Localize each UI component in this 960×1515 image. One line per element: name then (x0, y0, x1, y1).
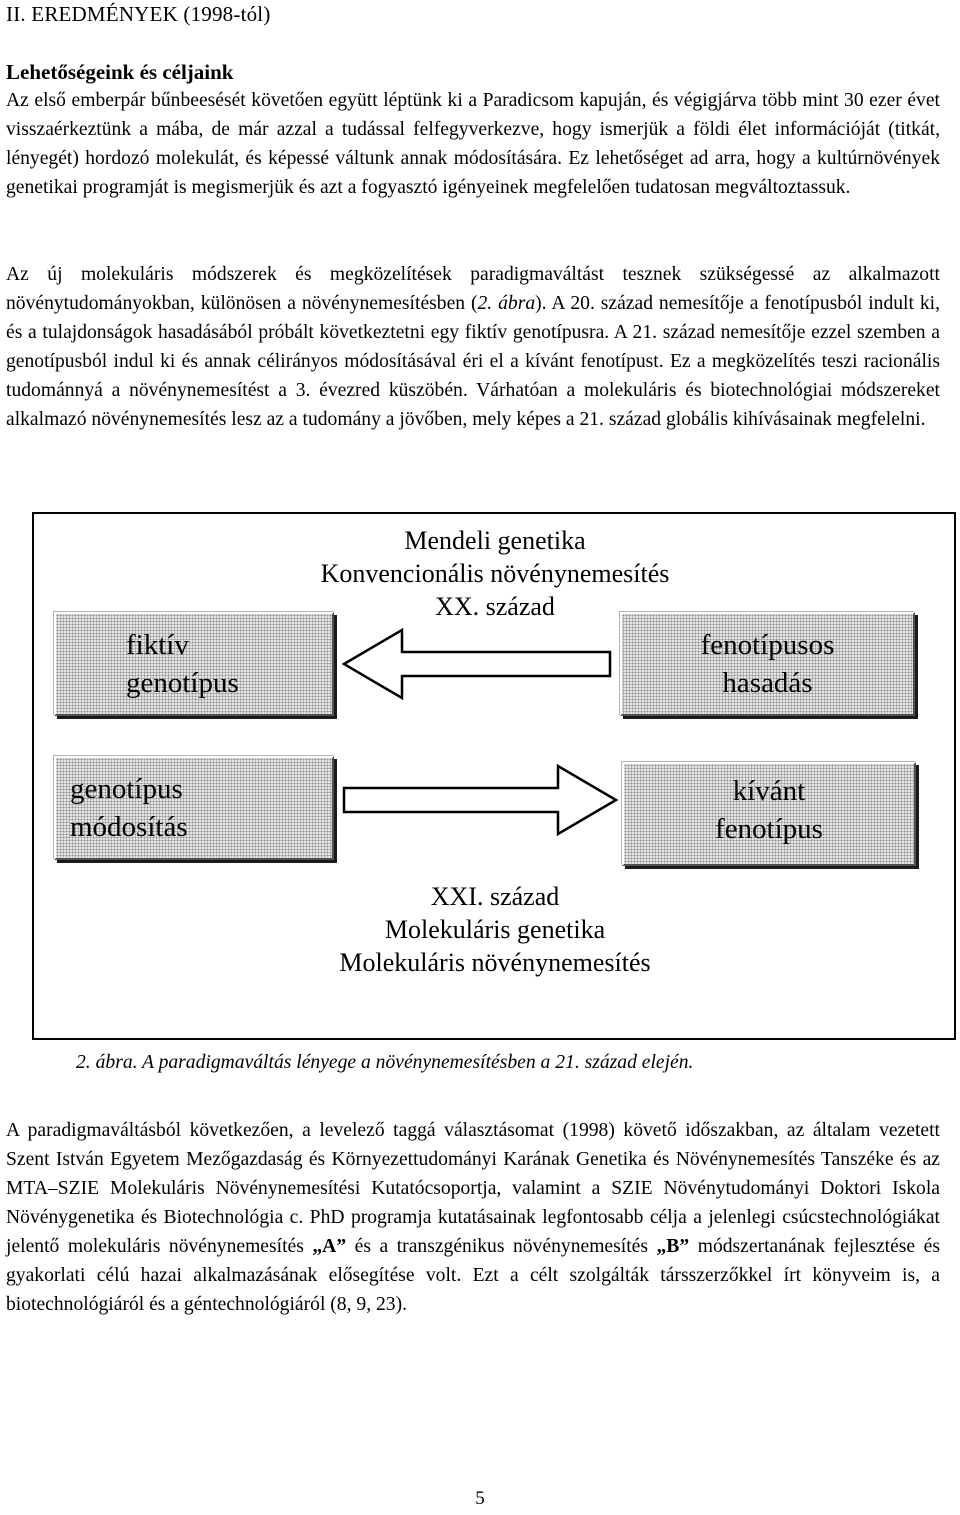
box-kivant-fenotipus (622, 762, 916, 866)
figure-bottom-block (290, 880, 700, 979)
box-fiktiv-line-1: fiktív (126, 629, 189, 661)
box-kivant-label (624, 772, 914, 848)
paragraph-paradigm (6, 260, 940, 434)
paragraph-paradigm-text-a: Az új molekuláris módszerek és megközelítések paradigmaváltást tesznek szükségessé az alkalmazott növénytudományokban, különösen a növénynemesítésben ( (6, 264, 940, 314)
arrow-left-icon (342, 628, 614, 700)
box-genotipus-line-1: genotípus (70, 773, 183, 805)
box-fenotipusos-line-1: fenotípusos (700, 629, 835, 661)
box-fiktiv-genotipus (54, 612, 334, 716)
box-kivant-line-2: fenotípus (715, 813, 823, 845)
paragraph-goals-text-b: és a transzgénikus növénynemesítés (346, 1236, 657, 1257)
box-genotipus-label (70, 770, 188, 846)
subsection-heading: Lehetőségeink és céljaink (6, 60, 234, 84)
paragraph-paradigm-text-b: ). A 20. század nemesítője a fenotípusból indult ki, és a tulajdonságok hasadásából próbált következtetni egy fiktív genotípusra. A 21. század nemesítője ezzel szemben a genotípusból indul ki és annak célirányos módosításával éri el a kívánt fenotípust. Ez a megközelítés teszi racionális tudománnyá a növénynemesítést a 3. évezred küszöbén. Várhatóan a molekuláris és biotechnológiai módszereket alkalmazó növénynemesítés lesz az a tudomány a jövőben, mely képes a 21. század globális kihívásainak megfelelni. (6, 293, 940, 430)
bold-marker-b: „B” (656, 1236, 690, 1257)
figure-caption: 2. ábra. A paradigmaváltás lényege a növénynemesítésben a 21. század elején. (76, 1052, 694, 1073)
paragraph-goals-text-c: módszertanának fejlesztése és gyakorlati célú hazai alkalmazásának elősegítése volt. Ezt a célt szolgálták társszerzőkkel írt könyveim is, a biotechnológiáról és a géntechnológiáról (8, 9, 23). (6, 1236, 940, 1315)
box-fenotipusos-hasadas (620, 612, 915, 716)
arrow-right-icon (342, 764, 620, 836)
bottom-block-line-1: XXI. század (430, 882, 560, 911)
paragraph-goals-text-a: A paradigmaváltásból következően, a levelező taggá választásomat (1998) követő időszakban, az általam vezetett Szent István Egyetem Mezőgazdaság és Környezettudományi Karának Genetika és Növénynemesítés Tanszéke és az MTA–SZIE Molekuláris Növénynemesítési Kutatócsoportja, valamint a SZIE Növénytudományi Doktori Iskola Növénygenetika és Biotechnológia c. PhD programja kutatásainak legfontosabb célja a jelenlegi csúcstechnológiákat jelentő molekuláris növénynemesítés (6, 1120, 940, 1257)
box-genotipus-line-2: módosítás (70, 811, 188, 843)
box-genotipus-modositas (54, 756, 334, 860)
section-heading: II. EREDMÉNYEK (1998-tól) (6, 2, 271, 26)
page-number: 5 (475, 1488, 485, 1509)
top-block-line-1: Mendeli genetika (404, 526, 586, 555)
bottom-block-line-3: Molekuláris növénynemesítés (339, 948, 651, 977)
figure-reference: 2. ábra (477, 293, 536, 314)
box-fiktiv-line-2: genotípus (126, 667, 239, 699)
bottom-block-line-2: Molekuláris genetika (384, 915, 606, 944)
top-block-line-3: XX. század (435, 592, 555, 621)
top-block-line-2: Konvencionális növénynemesítés (320, 559, 670, 588)
box-fiktiv-label (126, 626, 239, 702)
box-fenotipusos-label (622, 626, 913, 702)
box-fenotipusos-line-2: hasadás (722, 667, 813, 699)
bold-marker-a: „A” (312, 1236, 347, 1257)
figure-top-block (230, 524, 760, 623)
box-kivant-line-1: kívánt (732, 775, 806, 807)
paragraph-intro: Az első emberpár bűnbeesését követően együtt léptünk ki a Paradicsom kapuján, és végigjárva több mint 30 ezer évet visszaérkeztünk a mába, de már azzal a tudással felfegyverkezve, hogy ismerjük a földi élet információját (titkát, lényegét) hordozó molekulát, és képessé váltunk annak módosítására. Ez lehetőséget ad arra, hogy a kultúrnövények genetikai programját is megismerjük és azt a fogyasztó igényeinek megfelelően tudatosan megváltoztassuk. (6, 90, 940, 198)
paragraph-research-goals (6, 1116, 940, 1319)
